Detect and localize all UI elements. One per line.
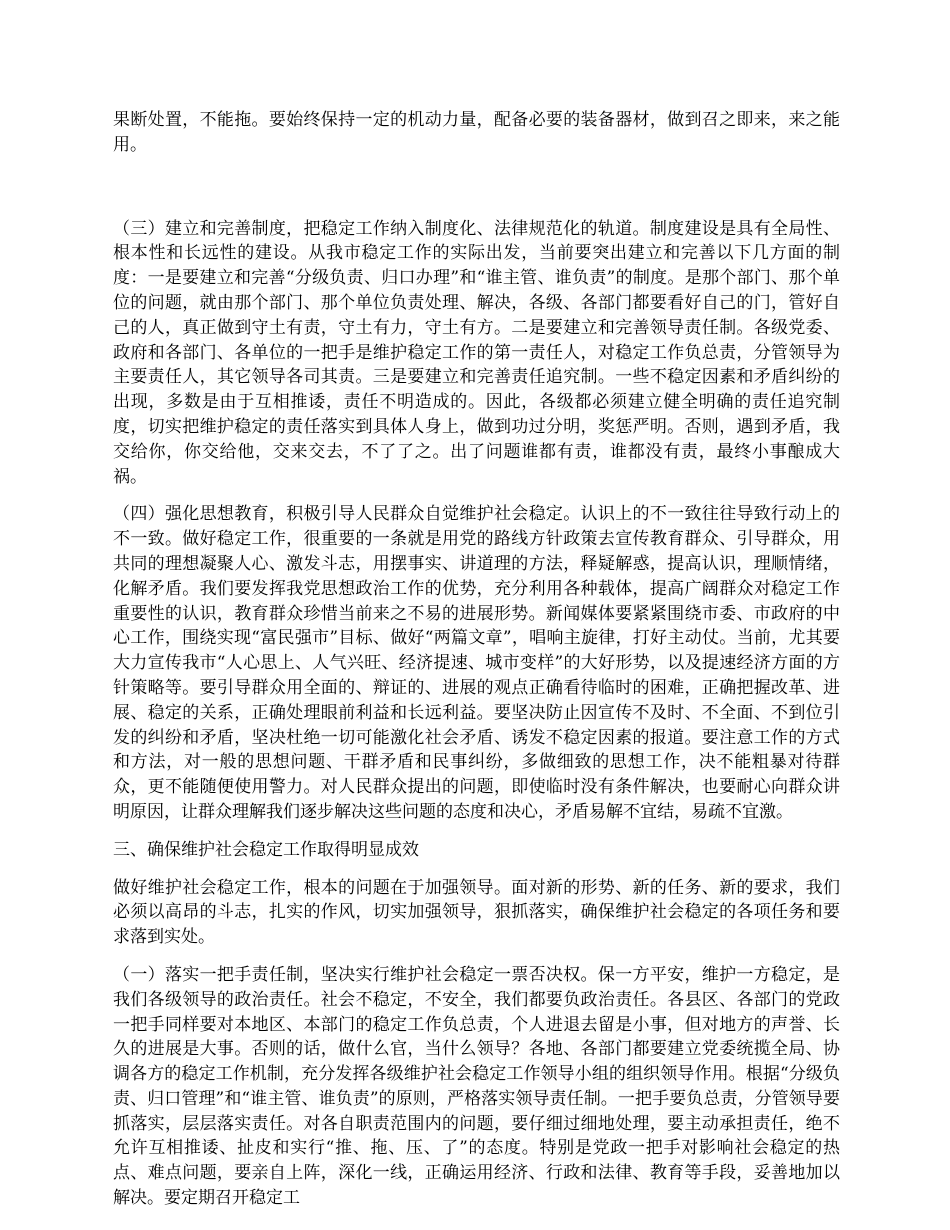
paragraph-5: （一）落实一把手责任制，坚决实行维护社会稳定一票否决权。保一方平安，维护一方稳定，是我们各级领导的政治责任。社会不稳定，不安全，我们都要负政治责任。各县区、各部门的党政一把手同样要对本地区、本部门的稳定工作负总责，个人进退去留是小事，但对地方的声誉、长久的进展是大事。否则的话，做什么官，当什么领导？各地、各部门都要建立党委统揽全局、协调各方的稳定工作机制，充分发挥各级维护社会稳定工作领导小组的组织领导作用。根据“分级负责、归口管理”和“谁主管、谁负责”的原则，严格落实领导责任制。一把手要负总责，分管领导要抓落实，层层落实责任。对各自职责范围内的问题，要仔细过细地处理，要主动承担责任，绝不允许互相推诿、扯皮和实行“推、拖、压、了”的态度。特别是党政一把手对影响社会稳定的热点、难点问题，要亲自上阵，深化一线，正确运用经济、行政和法律、教育等手段，妥善地加以解决。要定期召开稳定工: [113, 964, 840, 1209]
paragraph-1: 果断处置，不能拖。要始终保持一定的机动力量，配备必要的装备器材，做到召之即来，来之能用。: [113, 110, 840, 155]
paragraph-3: （四）强化思想教育，积极引导人民群众自觉维护社会稳定。认识上的不一致往往导致行动上的不一致。做好稳定工作，很重要的一条就是用党的路线方针政策去宣传教育群众、引导群众，用共同的理想凝聚人心、激发斗志，用摆事实、讲道理的方法，释疑解惑，提高认识，理顺情绪，化解矛盾。我们要发挥我党思想政治工作的优势，充分利用各种载体，提高广阔群众对稳定工作重要性的认识，教育群众珍惜当前来之不易的进展形势。新闻媒体要紧紧围绕市委、市政府的中心工作，围绕实现“富民强市”目标、做好“两篇文章”，唱响主旋律，打好主动仗。当前，尤其要大力宣传我市“人心思上、人气兴旺、经济提速、城市变样”的大好形势，以及提速经济方面的方针策略等。要引导群众用全面的、辩证的、进展的观点正确看待临时的困难，正确把握改革、进展、稳定的关系，正确处理眼前利益和长远利益。要坚决防止因宣传不及时、不全面、不到位引发的纠纷和矛盾，坚决杜绝一切可能激化社会矛盾、诱发不稳定因素的报道。要注意工作的方式和方法，对一般的思想问题、干群矛盾和民事纠纷，多做细致的思想工作，决不能粗暴对待群众，更不能随便使用警力。对人民群众提出的问题，即使临时没有条件解决，也要耐心向群众讲明原因，让群众理解我们逐步解决这些问题的态度和决心，矛盾易解不宜结，易疏不宜激。: [113, 504, 840, 822]
section-heading: 三、确保维护社会稳定工作取得明显成效: [113, 839, 419, 860]
paragraph-4: 做好维护社会稳定工作，根本的问题在于加强领导。面对新的形势、新的任务、新的要求，我们必须以高昂的斗志，扎实的作风，切实加强领导，狠抓落实，确保维护社会稳定的各项任务和要求落到实处。: [113, 877, 840, 948]
document-body: [113, 108, 840, 1211]
paragraph-2: （三）建立和完善制度，把稳定工作纳入制度化、法律规范化的轨道。制度建设是具有全局性、根本性和长远性的建设。从我市稳定工作的实际出发，当前要突出建立和完善以下几方面的制度：一是要建立和完善“分级负责、归口办理”和“谁主管、谁负责”的制度。是那个部门、那个单位的问题，就由那个部门、那个单位负责处理、解决，各级、各部门都要看好自己的门，管好自己的人，真正做到守土有责，守土有力，守土有方。二是要建立和完善领导责任制。各级党委、政府和各部门、各单位的一把手是维护稳定工作的第一责任人，对稳定工作负总责，分管领导为主要责任人，其它领导各司其责。三是要建立和完善责任追究制。一些不稳定因素和矛盾纠纷的出现，多数是由于互相推诿，责任不明造成的。因此，各级都必须建立健全明确的责任追究制度，切实把维护稳定的责任落实到具体人身上，做到功过分明，奖惩严明。否则，遇到矛盾，我交给你，你交给他，交来交去，不了了之。出了问题谁都有责，谁都没有责，最终小事酿成大祸。: [113, 218, 840, 487]
